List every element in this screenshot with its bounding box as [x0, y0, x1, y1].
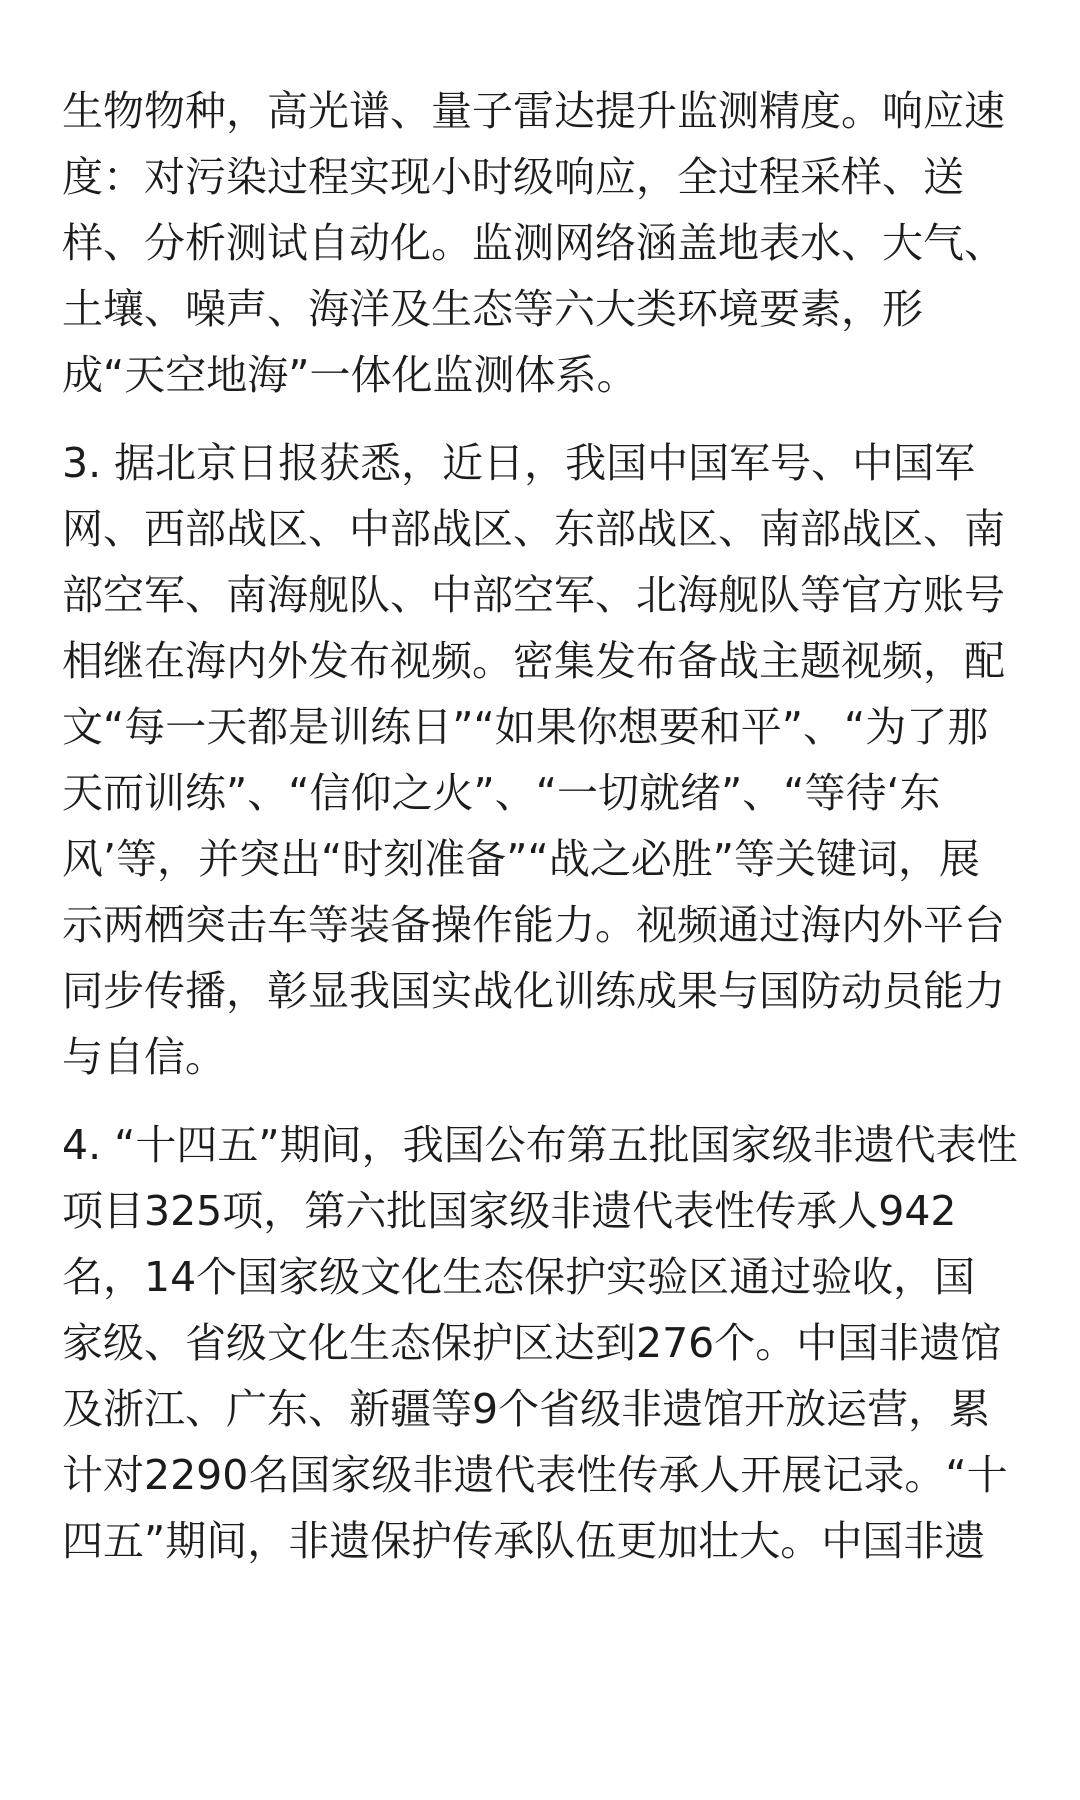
text-line: 示两栖突击车等装备操作能力。视频通过海内外平台: [62, 901, 1005, 949]
text-line: 及浙江、广东、新疆等9个省级非遗馆开放运营，累: [62, 1385, 991, 1433]
text-line: 同步传播，彰显我国实战化训练成果与国防动员能力: [62, 967, 1005, 1015]
text-line: 3. 据北京日报获悉，近日，我国中国军号、中国军: [62, 439, 976, 487]
text-line: 项目325项，第六批国家级非遗代表性传承人942: [62, 1187, 957, 1235]
text-line: 样、分析测试自动化。监测网络涵盖地表水、大气、: [62, 219, 1005, 267]
text-line: 天而训练”、“信仰之火”、“一切就绪”、“等待‘东: [62, 769, 941, 817]
text-line: 土壤、噪声、海洋及生态等六大类环境要素，形: [62, 285, 923, 333]
text-line: 计对2290名国家级非遗代表性传承人开展记录。“十: [62, 1451, 1008, 1499]
article-body: [62, 78, 1032, 1596]
text-line: 度：对污染过程实现小时级响应，全过程采样、送: [62, 153, 964, 201]
text-line: 文“每一天都是训练日”“如果你想要和平”、“为了那: [62, 703, 989, 751]
text-line: 4. “十四五”期间，我国公布第五批国家级非遗代表性: [62, 1121, 1018, 1169]
paragraph-item-3: [62, 430, 1032, 1090]
text-line: 家级、省级文化生态保护区达到276个。中国非遗馆: [62, 1319, 1002, 1367]
paragraph-item-4: [62, 1112, 1032, 1574]
text-line: 与自信。: [62, 1033, 226, 1081]
text-line: 成“天空地海”一体化监测体系。: [62, 351, 638, 399]
text-line: 名，14个国家级文化生态保护实验区通过验收，国: [62, 1253, 976, 1301]
text-line: 生物物种，高光谱、量子雷达提升监测精度。响应速: [62, 87, 1005, 135]
text-line: 网、西部战区、中部战区、东部战区、南部战区、南: [62, 505, 1005, 553]
text-line: 部空军、南海舰队、中部空军、北海舰队等官方账号: [62, 571, 1005, 619]
paragraph-environment-monitoring: [62, 78, 1032, 408]
text-line: 四五”期间，非遗保护传承队伍更加壮大。中国非遗: [62, 1517, 986, 1565]
text-line: 相继在海内外发布视频。密集发布备战主题视频，配: [62, 637, 1005, 685]
text-line: 风’等，并突出“时刻准备”“战之必胜”等关键词，展: [62, 835, 980, 883]
